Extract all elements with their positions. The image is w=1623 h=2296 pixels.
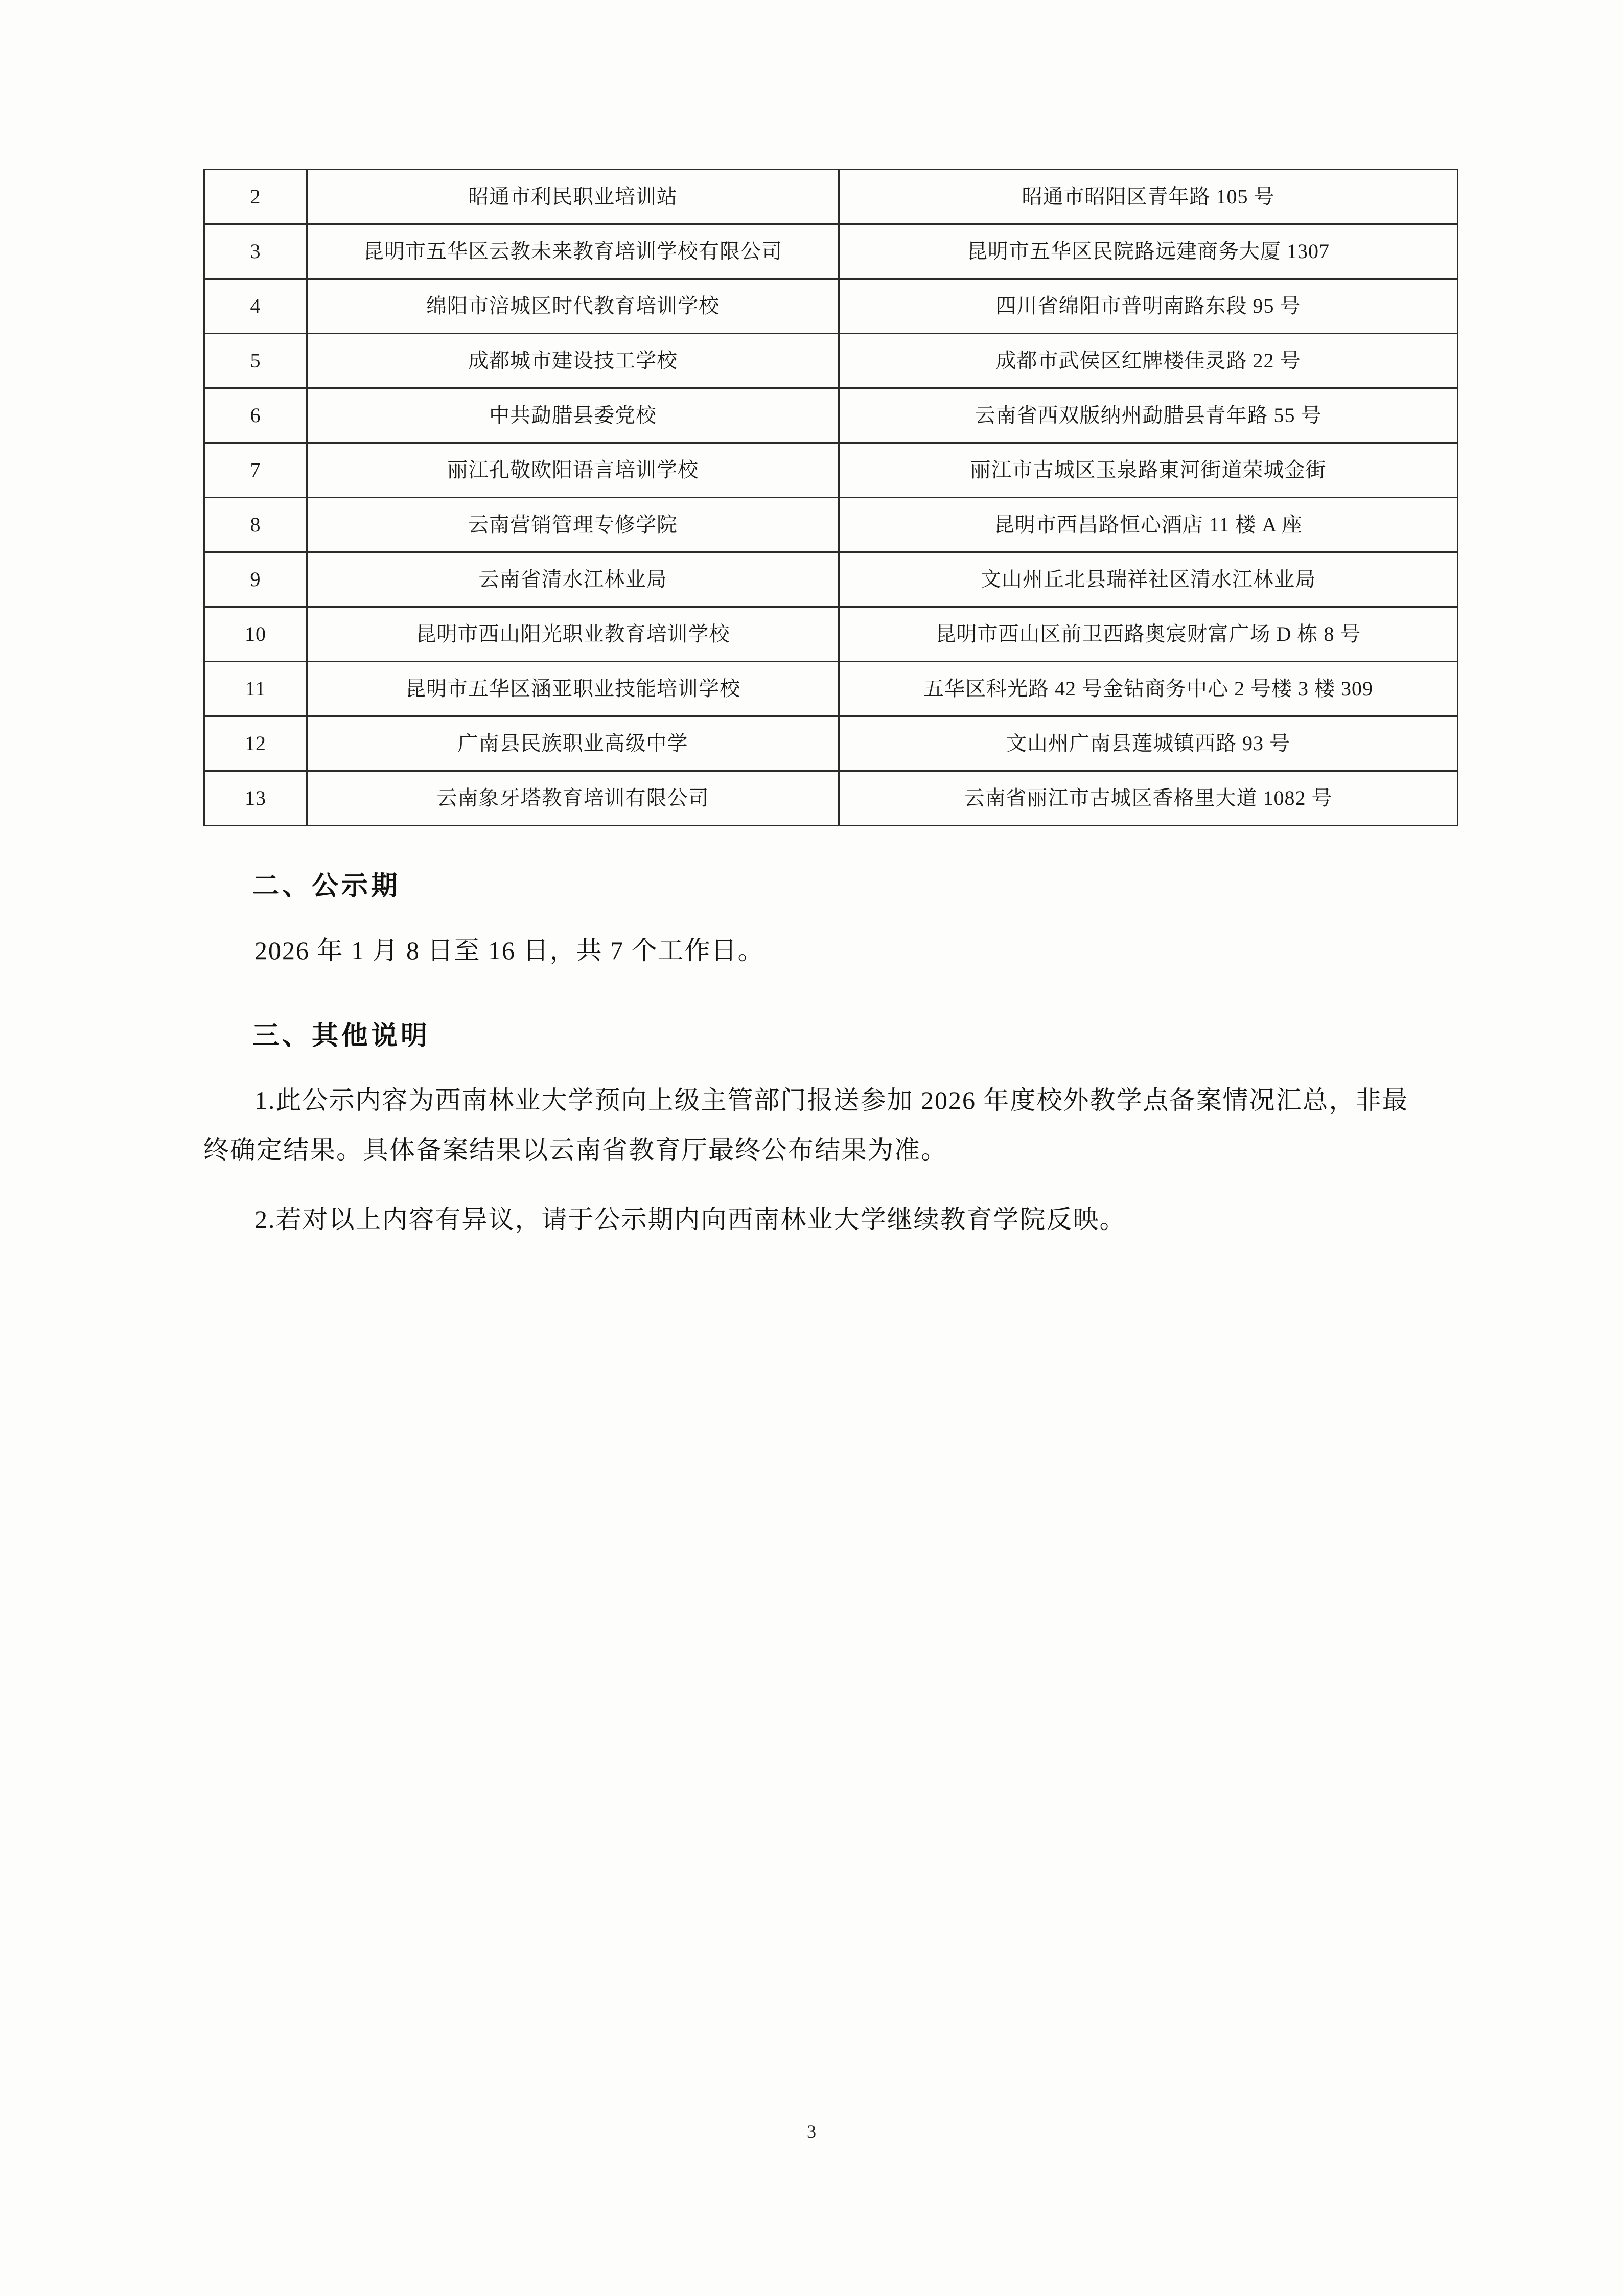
cell-address: 云南省西双版纳州勐腊县青年路 55 号	[839, 388, 1458, 443]
table-row	[204, 771, 1458, 826]
section-heading-period: 二、公示期	[252, 871, 401, 901]
table-row	[204, 498, 1458, 552]
cell-name: 云南象牙塔教育培训有限公司	[307, 771, 839, 826]
teaching-sites-table	[203, 169, 1458, 826]
page-content	[203, 169, 1425, 1244]
table-row	[204, 388, 1458, 443]
table-row	[204, 662, 1458, 716]
cell-no: 7	[204, 443, 307, 498]
cell-address: 文山州丘北县瑞祥社区清水江林业局	[839, 552, 1458, 607]
table-body	[204, 170, 1458, 826]
table-row	[204, 170, 1458, 224]
other-item-2: 2.若对以上内容有异议，请于公示期内向西南林业大学继续教育学院反映。	[254, 1204, 1126, 1234]
table-row	[204, 552, 1458, 607]
cell-name: 广南县民族职业高级中学	[307, 716, 839, 771]
cell-no: 2	[204, 170, 307, 224]
cell-address: 云南省丽江市古城区香格里大道 1082 号	[839, 771, 1458, 826]
cell-name: 丽江孔敬欧阳语言培训学校	[307, 443, 839, 498]
cell-no: 5	[204, 334, 307, 388]
cell-address: 文山州广南县莲城镇西路 93 号	[839, 716, 1458, 771]
cell-address: 成都市武侯区红牌楼佳灵路 22 号	[839, 334, 1458, 388]
cell-address: 四川省绵阳市普明南路东段 95 号	[839, 279, 1458, 334]
cell-no: 11	[204, 662, 307, 716]
cell-name: 云南省清水江林业局	[307, 552, 839, 607]
cell-address: 昆明市五华区民院路远建商务大厦 1307	[839, 224, 1458, 279]
cell-name: 昆明市五华区云教未来教育培训学校有限公司	[307, 224, 839, 279]
cell-no: 13	[204, 771, 307, 826]
cell-name: 昆明市西山阳光职业教育培训学校	[307, 607, 839, 662]
cell-address: 五华区科光路 42 号金钻商务中心 2 号楼 3 楼 309	[839, 662, 1458, 716]
cell-no: 8	[204, 498, 307, 552]
table-row	[204, 279, 1458, 334]
period-text: 2026 年 1 月 8 日至 16 日，共 7 个工作日。	[254, 936, 764, 965]
page-number: 3	[807, 2121, 816, 2142]
section-heading-other: 三、其他说明	[252, 1020, 431, 1051]
cell-address: 昆明市西昌路恒心酒店 11 楼 A 座	[839, 498, 1458, 552]
cell-no: 6	[204, 388, 307, 443]
cell-no: 10	[204, 607, 307, 662]
cell-name: 昆明市五华区涵亚职业技能培训学校	[307, 662, 839, 716]
table-row	[204, 443, 1458, 498]
cell-no: 9	[204, 552, 307, 607]
table-row	[204, 334, 1458, 388]
cell-name: 昭通市利民职业培训站	[307, 170, 839, 224]
cell-name: 绵阳市涪城区时代教育培训学校	[307, 279, 839, 334]
cell-no: 12	[204, 716, 307, 771]
cell-address: 昆明市西山区前卫西路奥宸财富广场 D 栋 8 号	[839, 607, 1458, 662]
cell-address: 丽江市古城区玉泉路東河街道荣城金街	[839, 443, 1458, 498]
table-row	[204, 607, 1458, 662]
cell-name: 中共勐腊县委党校	[307, 388, 839, 443]
table-row	[204, 716, 1458, 771]
cell-name: 成都城市建设技工学校	[307, 334, 839, 388]
cell-no: 4	[204, 279, 307, 334]
cell-name: 云南营销管理专修学院	[307, 498, 839, 552]
cell-address: 昭通市昭阳区青年路 105 号	[839, 170, 1458, 224]
other-item-1: 1.此公示内容为西南林业大学预向上级主管部门报送参加 2026 年度校外教学点备案情况汇总，非最终确定结果。具体备案结果以云南省教育厅最终公布结果为准。	[203, 1085, 1409, 1164]
cell-no: 3	[204, 224, 307, 279]
table-row	[204, 224, 1458, 279]
